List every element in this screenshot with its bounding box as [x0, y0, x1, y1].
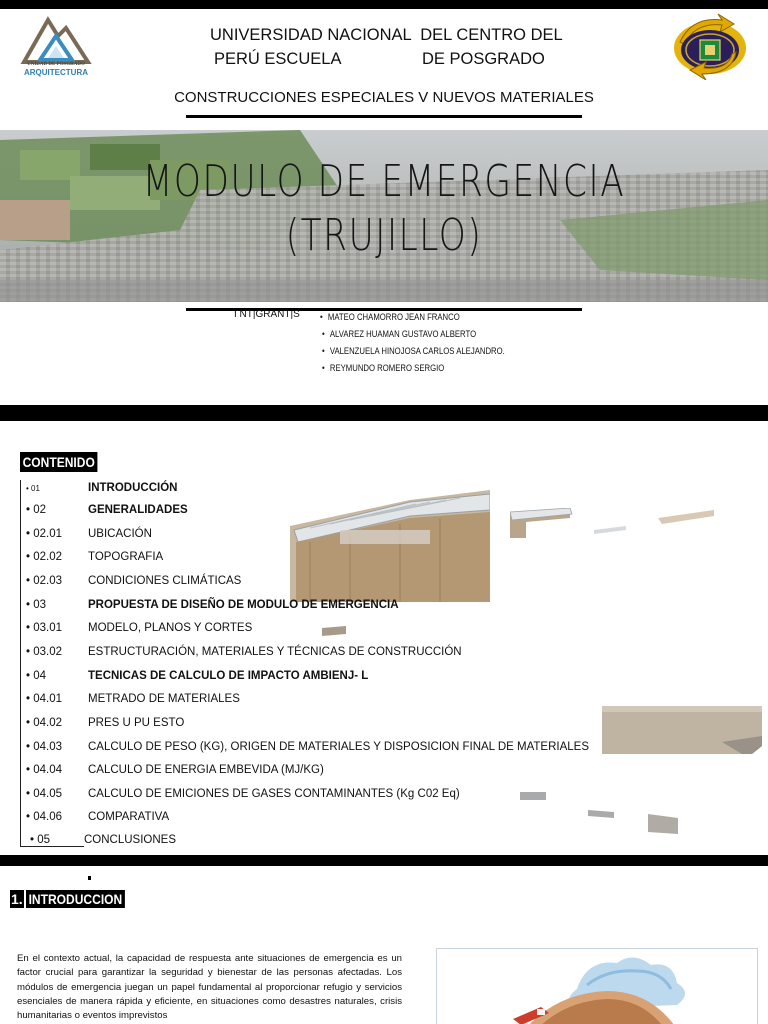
course-underline [186, 115, 582, 118]
banner-title-line2: (TRUJILLO) [285, 210, 483, 261]
roof-fragment-image [510, 508, 630, 540]
member-name: • MATEO CHAMORRO JEAN FRANCO [320, 309, 505, 326]
bar-piece-image-2 [588, 810, 614, 818]
toc-label: CALCULO DE EMICIONES DE GASES CONTAMINANTES (Kg C02 Eq) [88, 788, 460, 800]
member-name: • VALENZUELA HINOJOSA CARLOS ALEJANDRO. [322, 343, 505, 360]
bar-piece-image-1 [520, 792, 546, 800]
toc-label: PRES U PU ESTO [88, 717, 185, 729]
roof-edge-image [658, 510, 718, 524]
toc-number: • 04.01 [26, 693, 62, 705]
toc-number: • 02.02 [26, 551, 62, 563]
toc-label: CALCULO DE PESO (KG), ORIGEN DE MATERIALES Y DISPOSICION FINAL DE MATERIALES [88, 741, 590, 753]
members-list [320, 309, 535, 377]
toc-number: • 03.01 [26, 622, 62, 634]
toc-bottom-rule [20, 846, 84, 847]
toc-number: • 03 [26, 599, 46, 611]
toc-label: PROPUESTA DE DISEÑO DE MODULO DE EMERGENCIA [88, 599, 399, 611]
toc-label: UBICACIÓN [88, 528, 152, 540]
toc-label: CONCLUSIONES [84, 834, 177, 846]
toc-number: • 04.06 [26, 811, 62, 823]
toc-number: • 02.01 [26, 528, 62, 540]
top-bar [0, 0, 768, 9]
toc-number: • 04.04 [26, 764, 62, 776]
aerial-city-banner [0, 130, 768, 302]
toc-number: • 04.02 [26, 717, 62, 729]
intro-number: 1. [11, 891, 23, 907]
university-name-line2b: DE POSGRADO [422, 50, 545, 68]
contents-frame [20, 480, 21, 846]
member-name: • REYMUNDO ROMERO SERGIO [322, 360, 505, 377]
toc-number: • 04 [26, 670, 46, 682]
university-seal-icon [672, 12, 748, 80]
bullet-dot [88, 876, 91, 880]
module-illustration-graphic [437, 949, 758, 1024]
intro-paragraph: En el contexto actual, la capacidad de respuesta ante situaciones de emergencia es un factor crucial para garantizar la seguridad y bienestar de las personas afectadas. Los módulos de emergencia juegan un papel fundamental al proporcionar refugio y servicios esenciales de manera rápida y eficiente, en situaciones como desastres naturales, crisis humanitarias o eventos imprevistos [17, 953, 402, 1022]
toc-label: MODELO, PLANOS Y CORTES [88, 622, 253, 634]
section-divider [0, 405, 768, 421]
section-divider [0, 855, 768, 866]
toc-label: TECNICAS DE CALCULO DE IMPACTO AMBIENJ- L [88, 670, 369, 682]
toc-number: • 04.05 [26, 788, 62, 800]
intro-heading [10, 890, 141, 908]
toc-label: INTRODUCCIÓN [88, 482, 178, 494]
toc-label: CONDICIONES CLIMÁTICAS [88, 575, 242, 587]
banner-title-line1: MODULO DE EMERGENCIA [142, 156, 626, 207]
bar-piece-image-3 [648, 814, 678, 834]
toc-label: METRADO DE MATERIALES [88, 693, 240, 705]
toc-number: • 02.03 [26, 575, 62, 587]
members-label: I NT|GRANT|S [234, 309, 300, 320]
toc-number: • 04.03 [26, 741, 62, 753]
toc-label: COMPARATIVA [88, 811, 170, 823]
concrete-slab-image [602, 706, 762, 756]
toc-label: TOPOGRAFIA [88, 551, 164, 563]
university-name-line2a: PERÚ ESCUELA [214, 50, 342, 68]
intro-title: INTRODUCCION [26, 890, 125, 908]
contents-heading: CONTENIDO [20, 452, 97, 472]
toc-number: • 02 [26, 504, 46, 516]
course-title: CONSTRUCCIONES ESPECIALES V NUEVOS MATERIALES [174, 89, 594, 106]
toc-number: • 03.02 [26, 646, 62, 658]
member-name: • ALVAREZ HUAMAN GUSTAVO ALBERTO [322, 326, 505, 343]
logo-subtitle: UNIDAD DE POSGRADO [27, 62, 85, 67]
university-name-line1: UNIVERSIDAD NACIONAL DEL CENTRO DEL [210, 26, 563, 44]
module-render-image [290, 490, 490, 602]
toc-number: • 01 [26, 484, 40, 493]
toc-label: CALCULO DE ENERGIA EMBEVIDA (MJ/KG) [88, 764, 324, 776]
toc-label: ESTRUCTURACIÓN, MATERIALES Y TÉCNICAS DE CONSTRUCCIÓN [88, 646, 462, 658]
emergency-module-illustration [436, 948, 758, 1024]
toc-number: • 05 [30, 834, 50, 846]
toc-label: GENERALIDADES [88, 504, 188, 516]
material-chip-image [322, 626, 348, 636]
logo-caption: ARQUITECTURA [24, 68, 88, 77]
